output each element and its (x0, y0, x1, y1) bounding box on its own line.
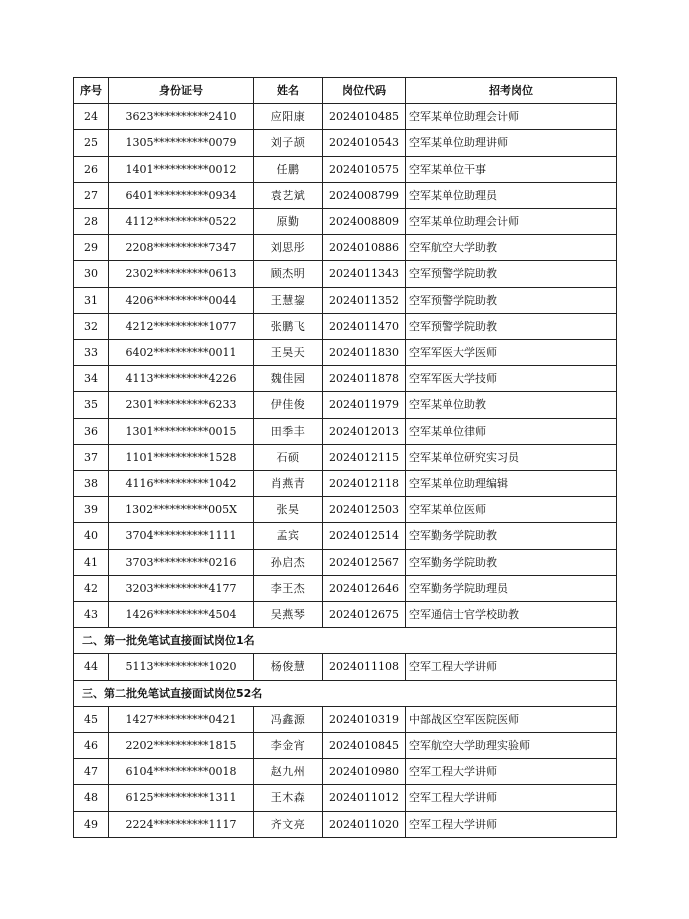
table-row (74, 261, 617, 287)
cell-post: 空军某单位助理编辑 (406, 471, 617, 497)
cell-name: 应阳康 (254, 104, 323, 130)
header-index: 序号 (74, 78, 109, 104)
cell-id-number: 5113**********1020 (109, 654, 254, 680)
cell-index: 47 (74, 759, 109, 785)
cell-post: 空军预警学院助教 (406, 313, 617, 339)
cell-name: 王慧鋆 (254, 287, 323, 313)
cell-id-number: 2302**********0613 (109, 261, 254, 287)
cell-post: 空军某单位助理会计师 (406, 209, 617, 235)
header-post-code: 岗位代码 (323, 78, 406, 104)
cell-name: 张鹏飞 (254, 313, 323, 339)
table-row (74, 130, 617, 156)
cell-post: 空军工程大学讲师 (406, 759, 617, 785)
section-row (74, 628, 617, 654)
cell-post: 空军工程大学讲师 (406, 785, 617, 811)
cell-index: 45 (74, 706, 109, 732)
cell-post: 空军预警学院助教 (406, 287, 617, 313)
cell-name: 刘思彤 (254, 235, 323, 261)
cell-index: 29 (74, 235, 109, 261)
cell-id-number: 1301**********0015 (109, 418, 254, 444)
cell-name: 田季丰 (254, 418, 323, 444)
cell-name: 冯鑫源 (254, 706, 323, 732)
cell-post-code: 2024011352 (323, 287, 406, 313)
cell-index: 36 (74, 418, 109, 444)
cell-index: 35 (74, 392, 109, 418)
cell-id-number: 4112**********0522 (109, 209, 254, 235)
table-row (74, 313, 617, 339)
cell-name: 赵九州 (254, 759, 323, 785)
cell-name: 伊佳俊 (254, 392, 323, 418)
table-row (74, 575, 617, 601)
cell-name: 孙启杰 (254, 549, 323, 575)
cell-name: 吴燕琴 (254, 602, 323, 628)
cell-index: 24 (74, 104, 109, 130)
cell-index: 39 (74, 497, 109, 523)
cell-index: 34 (74, 366, 109, 392)
cell-index: 33 (74, 340, 109, 366)
cell-post-code: 2024012567 (323, 549, 406, 575)
cell-index: 37 (74, 444, 109, 470)
cell-post-code: 2024010575 (323, 156, 406, 182)
table-row (74, 235, 617, 261)
section-3-title: 三、第二批免笔试直接面试岗位52名 (74, 680, 617, 706)
cell-post: 空军某单位助理会计师 (406, 104, 617, 130)
cell-id-number: 6402**********0011 (109, 340, 254, 366)
candidate-table (73, 77, 617, 838)
table-row (74, 471, 617, 497)
cell-post-code: 2024010980 (323, 759, 406, 785)
cell-post-code: 2024011012 (323, 785, 406, 811)
table-row (74, 706, 617, 732)
cell-id-number: 6125**********1311 (109, 785, 254, 811)
cell-index: 41 (74, 549, 109, 575)
cell-name: 袁艺斌 (254, 182, 323, 208)
cell-index: 40 (74, 523, 109, 549)
cell-post-code: 2024012514 (323, 523, 406, 549)
cell-index: 27 (74, 182, 109, 208)
cell-id-number: 1427**********0421 (109, 706, 254, 732)
cell-index: 30 (74, 261, 109, 287)
cell-post: 空军预警学院助教 (406, 261, 617, 287)
cell-id-number: 6401**********0934 (109, 182, 254, 208)
header-post: 招考岗位 (406, 78, 617, 104)
cell-post-code: 2024010845 (323, 733, 406, 759)
cell-post-code: 2024010886 (323, 235, 406, 261)
cell-post-code: 2024008799 (323, 182, 406, 208)
cell-index: 46 (74, 733, 109, 759)
table-row (74, 104, 617, 130)
table-row (74, 366, 617, 392)
table-body-group-3 (74, 706, 617, 837)
table-row (74, 392, 617, 418)
cell-id-number: 4116**********1042 (109, 471, 254, 497)
cell-post: 空军勤务学院助教 (406, 523, 617, 549)
table-body-group-2 (74, 654, 617, 680)
cell-name: 王木森 (254, 785, 323, 811)
cell-post: 空军军医大学技师 (406, 366, 617, 392)
table-row (74, 182, 617, 208)
table-row (74, 811, 617, 837)
cell-post: 空军勤务学院助理员 (406, 575, 617, 601)
cell-name: 李金宵 (254, 733, 323, 759)
cell-name: 孟宾 (254, 523, 323, 549)
table-body-group-1 (74, 104, 617, 628)
cell-post-code: 2024012013 (323, 418, 406, 444)
header-id-number: 身份证号 (109, 78, 254, 104)
cell-id-number: 1426**********4504 (109, 602, 254, 628)
cell-post-code: 2024012646 (323, 575, 406, 601)
cell-post: 空军某单位助教 (406, 392, 617, 418)
cell-id-number: 1305**********0079 (109, 130, 254, 156)
cell-index: 43 (74, 602, 109, 628)
table-row (74, 785, 617, 811)
cell-id-number: 6104**********0018 (109, 759, 254, 785)
cell-name: 齐文亮 (254, 811, 323, 837)
cell-id-number: 2301**********6233 (109, 392, 254, 418)
cell-post: 空军勤务学院助教 (406, 549, 617, 575)
cell-name: 魏佳园 (254, 366, 323, 392)
cell-post-code: 2024010319 (323, 706, 406, 732)
cell-name: 顾杰明 (254, 261, 323, 287)
cell-post-code: 2024011470 (323, 313, 406, 339)
cell-post: 空军工程大学讲师 (406, 811, 617, 837)
cell-post: 空军航空大学助教 (406, 235, 617, 261)
cell-post-code: 2024012118 (323, 471, 406, 497)
cell-name: 李王杰 (254, 575, 323, 601)
cell-name: 王昊天 (254, 340, 323, 366)
cell-post: 空军工程大学讲师 (406, 654, 617, 680)
cell-index: 42 (74, 575, 109, 601)
cell-post: 空军某单位干事 (406, 156, 617, 182)
cell-post-code: 2024010485 (323, 104, 406, 130)
cell-id-number: 3203**********4177 (109, 575, 254, 601)
cell-index: 48 (74, 785, 109, 811)
cell-post-code: 2024011830 (323, 340, 406, 366)
table-row (74, 602, 617, 628)
cell-id-number: 2224**********1117 (109, 811, 254, 837)
cell-index: 32 (74, 313, 109, 339)
cell-name: 任鹏 (254, 156, 323, 182)
cell-post-code: 2024010543 (323, 130, 406, 156)
cell-post: 空军某单位研究实习员 (406, 444, 617, 470)
cell-id-number: 1302**********005X (109, 497, 254, 523)
cell-name: 石硕 (254, 444, 323, 470)
section-2-title: 二、第一批免笔试直接面试岗位1名 (74, 628, 617, 654)
section-2-group (74, 628, 617, 654)
cell-name: 刘子颉 (254, 130, 323, 156)
cell-post-code: 2024011979 (323, 392, 406, 418)
section-3-group (74, 680, 617, 706)
cell-name: 杨俊慧 (254, 654, 323, 680)
cell-id-number: 3704**********1111 (109, 523, 254, 549)
cell-id-number: 3623**********2410 (109, 104, 254, 130)
cell-index: 26 (74, 156, 109, 182)
section-row (74, 680, 617, 706)
cell-name: 肖燕青 (254, 471, 323, 497)
cell-post: 空军通信士官学校助教 (406, 602, 617, 628)
cell-post-code: 2024011343 (323, 261, 406, 287)
cell-name: 原勤 (254, 209, 323, 235)
table-row (74, 418, 617, 444)
cell-index: 49 (74, 811, 109, 837)
cell-post-code: 2024008809 (323, 209, 406, 235)
cell-post: 空军某单位律师 (406, 418, 617, 444)
table-row (74, 287, 617, 313)
table-row (74, 497, 617, 523)
cell-id-number: 1101**********1528 (109, 444, 254, 470)
cell-index: 44 (74, 654, 109, 680)
table-row (74, 156, 617, 182)
table-row (74, 209, 617, 235)
cell-post-code: 2024012503 (323, 497, 406, 523)
table-row (74, 444, 617, 470)
cell-id-number: 4113**********4226 (109, 366, 254, 392)
table-row (74, 733, 617, 759)
cell-post-code: 2024012115 (323, 444, 406, 470)
cell-id-number: 4212**********1077 (109, 313, 254, 339)
table-row (74, 759, 617, 785)
cell-id-number: 2202**********1815 (109, 733, 254, 759)
cell-name: 张昊 (254, 497, 323, 523)
header-row (74, 78, 617, 104)
cell-post-code: 2024011020 (323, 811, 406, 837)
cell-post: 中部战区空军医院医师 (406, 706, 617, 732)
cell-post: 空军某单位助理员 (406, 182, 617, 208)
table-row (74, 340, 617, 366)
cell-post: 空军军医大学医师 (406, 340, 617, 366)
cell-id-number: 4206**********0044 (109, 287, 254, 313)
cell-post: 空军航空大学助理实验师 (406, 733, 617, 759)
cell-index: 28 (74, 209, 109, 235)
cell-index: 38 (74, 471, 109, 497)
table-row (74, 654, 617, 680)
cell-id-number: 2208**********7347 (109, 235, 254, 261)
table-row (74, 549, 617, 575)
cell-index: 25 (74, 130, 109, 156)
cell-id-number: 1401**********0012 (109, 156, 254, 182)
table-header (74, 78, 617, 104)
header-name: 姓名 (254, 78, 323, 104)
cell-index: 31 (74, 287, 109, 313)
cell-post: 空军某单位医师 (406, 497, 617, 523)
cell-post-code: 2024011878 (323, 366, 406, 392)
cell-post: 空军某单位助理讲师 (406, 130, 617, 156)
table-row (74, 523, 617, 549)
cell-id-number: 3703**********0216 (109, 549, 254, 575)
cell-post-code: 2024012675 (323, 602, 406, 628)
cell-post-code: 2024011108 (323, 654, 406, 680)
